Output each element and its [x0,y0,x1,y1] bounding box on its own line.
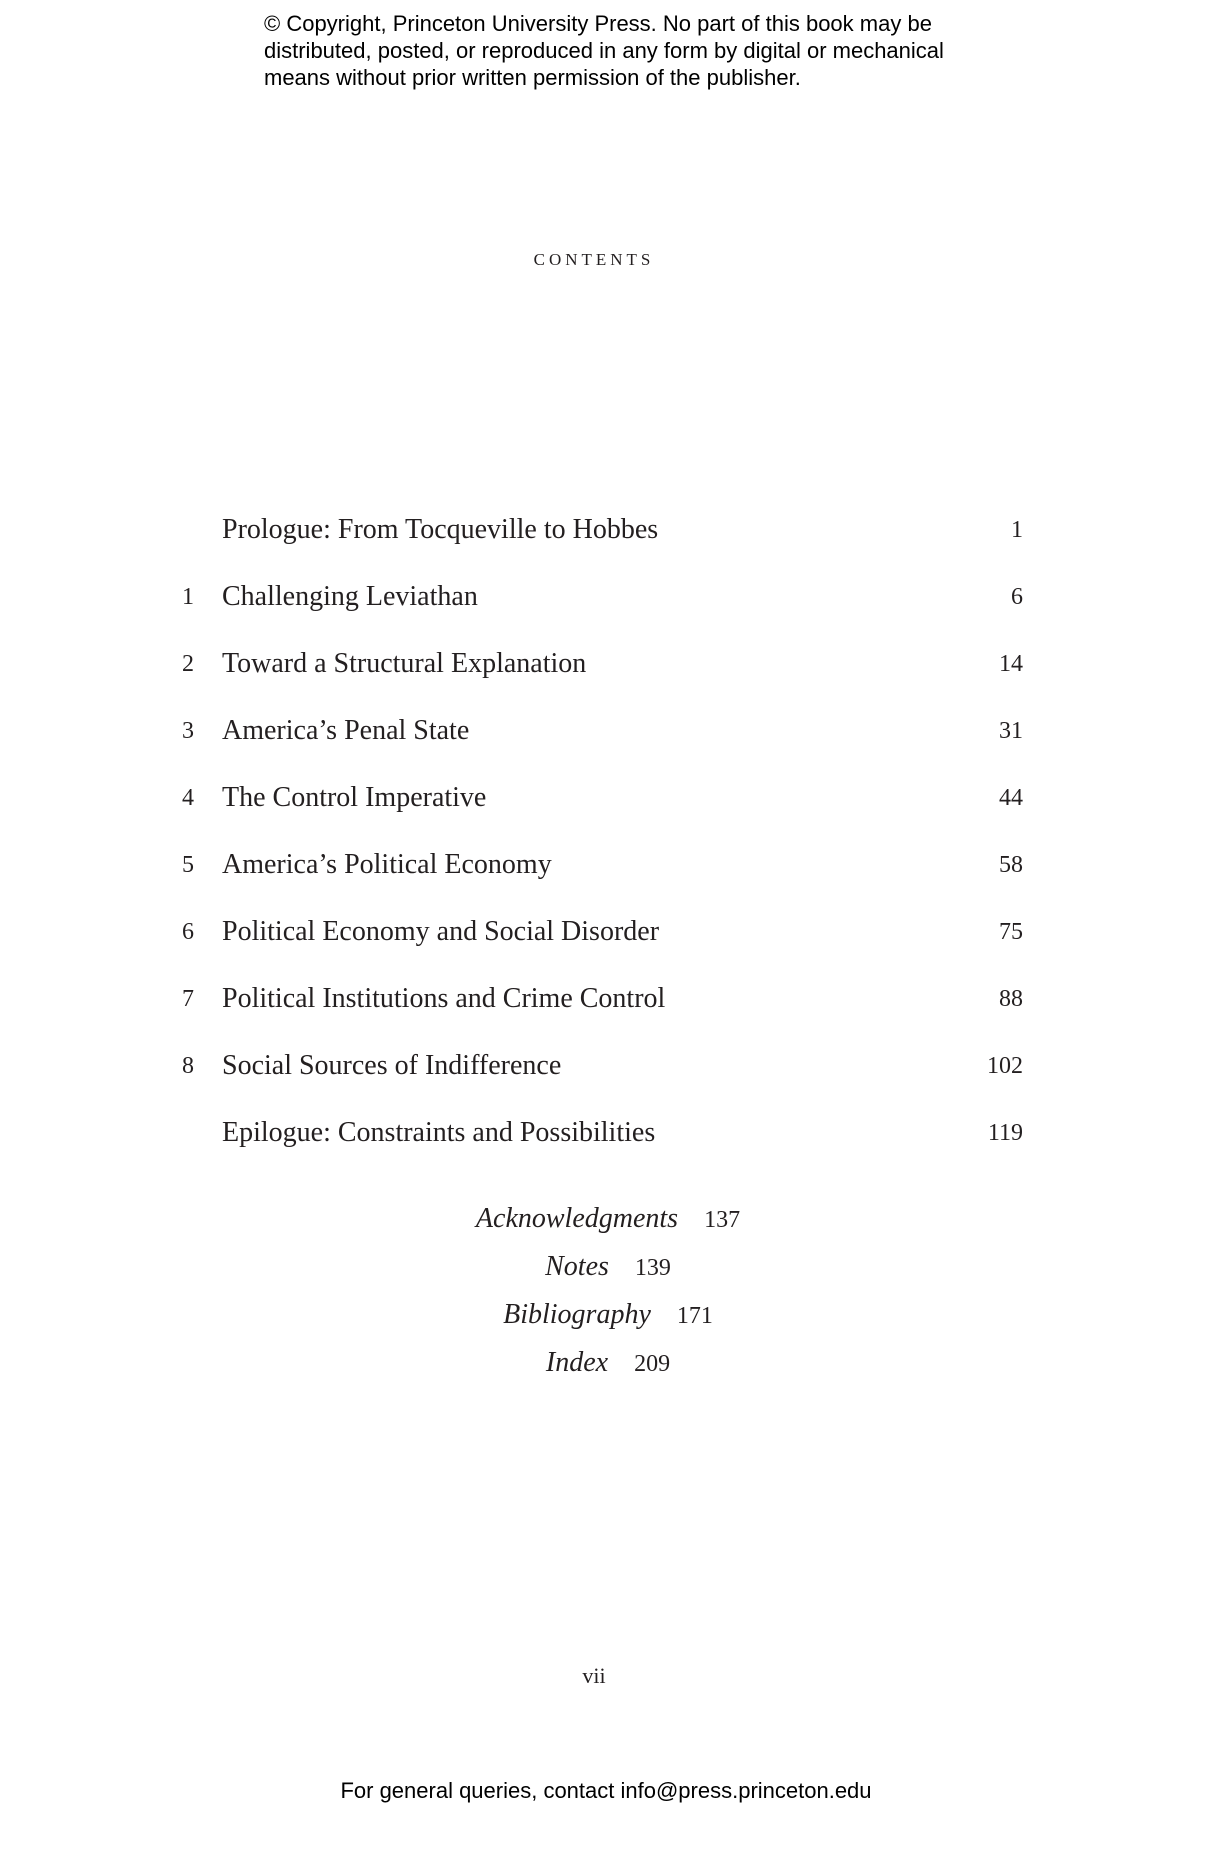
page-number: 1 [1011,517,1023,543]
page-number: 139 [634,1255,671,1281]
chapter-title: Political Institutions and Crime Control [222,983,666,1014]
chapter-number: 3 [182,718,194,744]
page-number: 31 [999,718,1023,744]
copyright-line: means without prior written permission of the publisher. [264,65,801,90]
page-number: 14 [999,651,1023,677]
chapter-number: 6 [182,919,194,945]
backmatter-title: Bibliography [503,1299,651,1330]
chapter-title: Social Sources of Indifference [222,1050,562,1081]
page-number: 209 [634,1351,671,1377]
toc-entry[interactable] [0,979,1225,1019]
backmatter-title: Notes [545,1251,609,1282]
toc-entry[interactable] [0,1046,1225,1086]
chapter-number: 1 [182,584,194,610]
backmatter-entry[interactable] [0,1343,1188,1383]
contents-heading: contents [533,245,655,271]
backmatter-title: Acknowledgments [475,1203,679,1234]
toc-entry[interactable] [0,577,1225,617]
page-number: 75 [999,919,1023,945]
page-number: 119 [987,1120,1023,1146]
page-folio: vii [582,1663,606,1688]
page-number: 58 [999,852,1023,878]
chapter-title: Political Economy and Social Disorder [222,916,660,947]
toc-entry[interactable] [0,778,1225,818]
chapter-title: Epilogue: Constraints and Possibilities [222,1117,656,1148]
chapter-number: 7 [182,986,194,1012]
toc-entry[interactable] [0,845,1225,885]
toc-entry[interactable] [0,711,1225,751]
page-number: 44 [999,785,1023,811]
chapter-number: 4 [182,785,194,811]
copyright-notice [264,10,1024,91]
backmatter-entry[interactable] [0,1295,1188,1335]
chapter-number: 5 [182,852,194,878]
chapter-title: Toward a Structural Explanation [222,648,587,679]
footer-contact: For general queries, contact info@press.princeton.edu [340,1778,872,1803]
chapter-title: America’s Political Economy [222,849,552,880]
toc-entry[interactable] [0,510,1225,550]
chapter-title: Challenging Leviathan [222,581,478,612]
backmatter-entry[interactable] [0,1199,1188,1239]
page-number: 102 [987,1053,1023,1079]
page-number: 88 [999,986,1023,1012]
toc-entry[interactable] [0,912,1225,952]
page-number: 6 [1011,584,1023,610]
copyright-line: © Copyright, Princeton University Press. No part of this book may be [264,11,932,36]
chapter-title: Prologue: From Tocqueville to Hobbes [222,514,659,545]
backmatter-entry[interactable] [0,1247,1188,1287]
chapter-number: 8 [182,1053,194,1079]
page-number: 137 [704,1207,741,1233]
toc-entry[interactable] [0,644,1225,684]
copyright-line: distributed, posted, or reproduced in any form by digital or mechanical [264,38,944,63]
page-number: 171 [676,1303,713,1329]
chapter-title: The Control Imperative [222,782,487,813]
chapter-title: America’s Penal State [222,715,470,746]
backmatter-title: Index [545,1347,609,1378]
chapter-number: 2 [182,651,194,677]
toc-entry[interactable] [0,1113,1225,1153]
